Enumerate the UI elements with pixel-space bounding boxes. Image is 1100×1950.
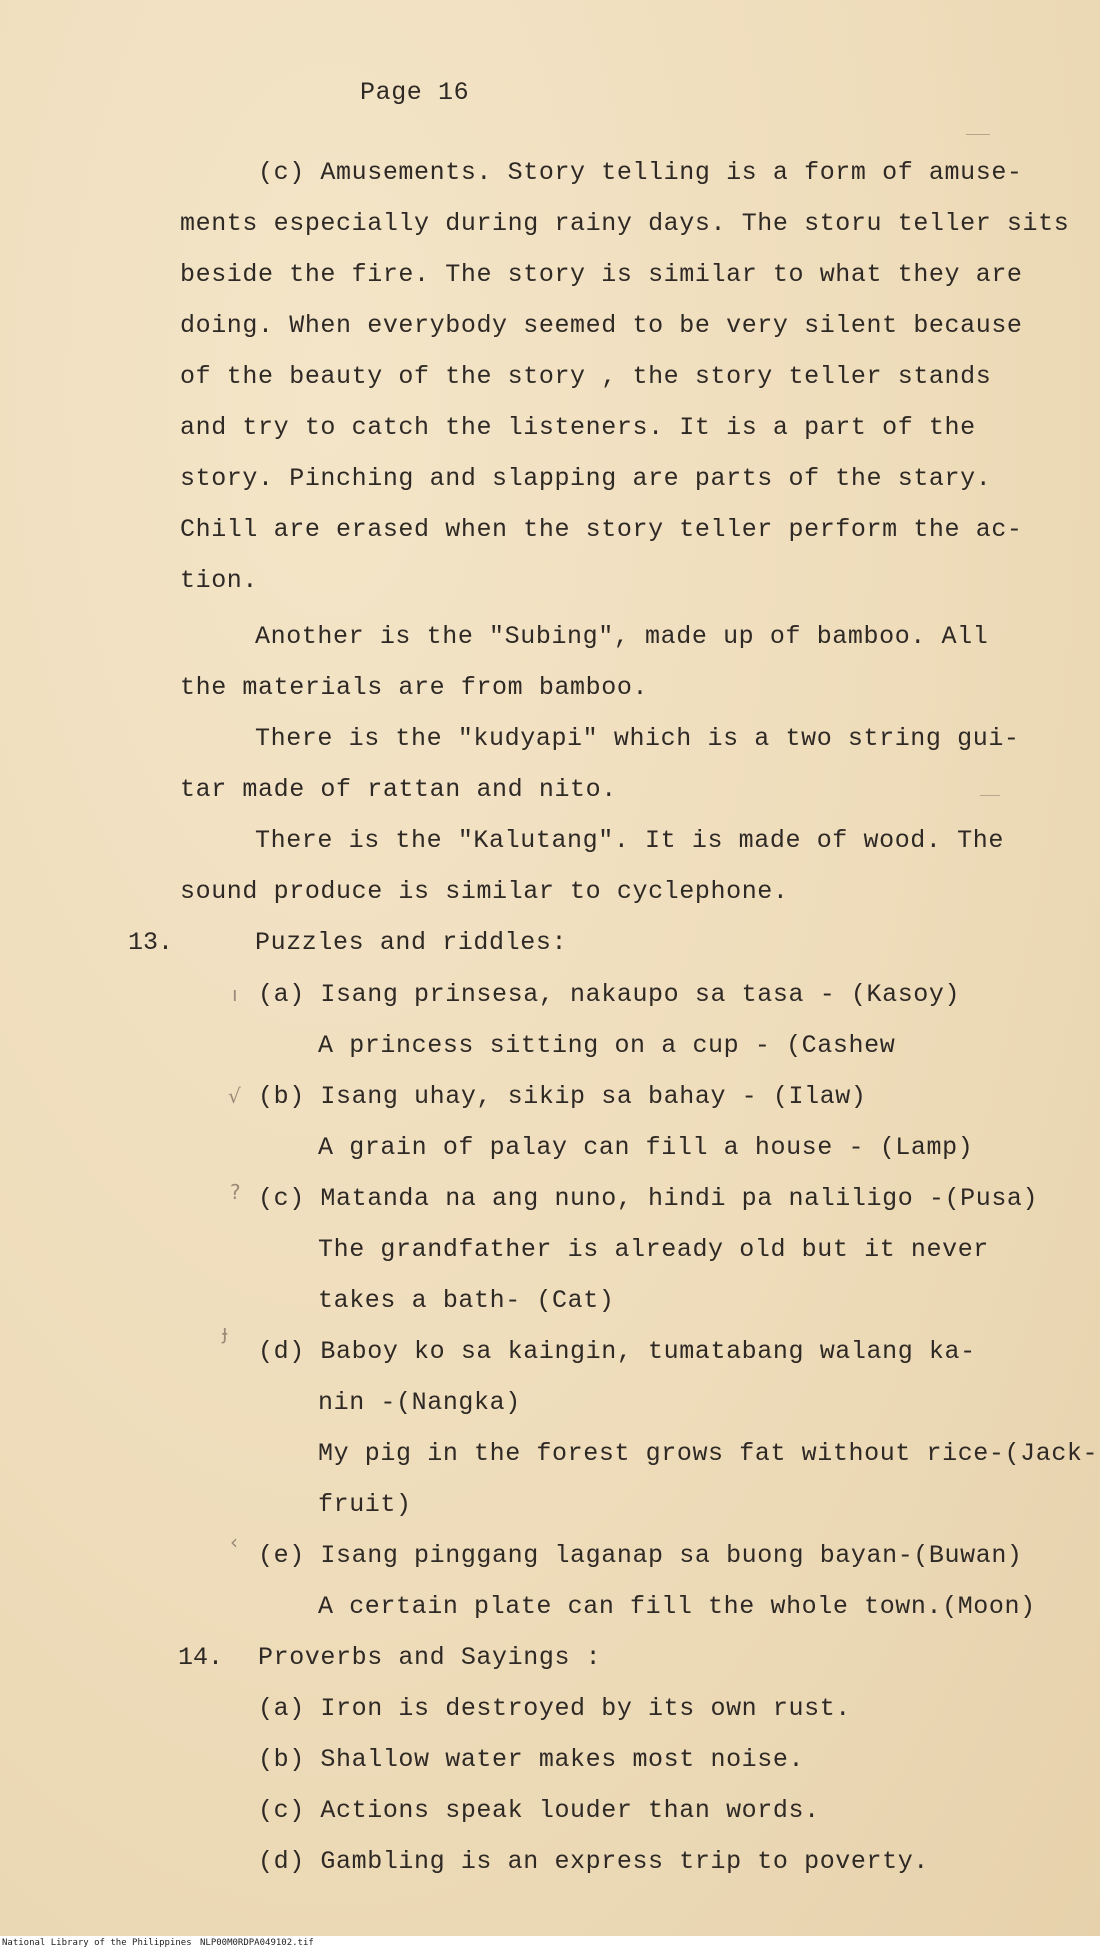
proverb-item: (a) Iron is destroyed by its own rust. (258, 1694, 851, 1723)
proverb-item: (c) Actions speak louder than words. (258, 1796, 820, 1825)
file-identifier: NLP00M0RDPA049102.tif (200, 1938, 314, 1948)
section-heading: Proverbs and Sayings : (258, 1643, 602, 1672)
riddle-line: (c) Matanda na ang nuno, hindi pa naliligo -(Pusa) (258, 1184, 1039, 1213)
text-line: tar made of rattan and nito. (180, 775, 617, 804)
text-line: (c) Amusements. Story telling is a form of amuse- (258, 158, 1023, 187)
riddle-line: (a) Isang prinsesa, nakaupo sa tasa - (Kasoy) (258, 980, 961, 1009)
section-number: 13. (128, 928, 174, 957)
pencil-dash-mark (966, 134, 990, 135)
page-number: Page 16 (360, 78, 470, 107)
pencil-dash-mark (980, 795, 1000, 796)
riddle-line: (b) Isang uhay, sikip sa bahay - (Ilaw) (258, 1082, 867, 1111)
riddle-translation: A grain of palay can fill a house - (Lamp) (318, 1133, 974, 1162)
text-line: story. Pinching and slapping are parts of the stary. (180, 464, 992, 493)
proverb-item: (d) Gambling is an express trip to poverty. (258, 1847, 929, 1876)
pencil-squiggle-mark: ɟ (222, 1320, 228, 1344)
scan-footer (0, 1936, 1100, 1950)
proverb-item: (b) Shallow water makes most noise. (258, 1745, 805, 1774)
text-line: Another is the "Subing", made up of bamboo. All (255, 622, 989, 651)
text-line: There is the "kudyapi" which is a two string gui- (255, 724, 1020, 753)
riddle-line: (d) Baboy ko sa kaingin, tumatabang walang ka- (258, 1337, 976, 1366)
pencil-tick-mark: ı (232, 982, 238, 1006)
text-line: doing. When everybody seemed to be very silent because (180, 311, 1023, 340)
text-line: tion. (180, 566, 259, 595)
text-line: beside the fire. The story is similar to what they are (180, 260, 1023, 289)
riddle-translation: A princess sitting on a cup - (Cashew (318, 1031, 896, 1060)
text-line: Chill are erased when the story teller perform the ac- (180, 515, 1023, 544)
pencil-check-mark: √ (228, 1084, 241, 1108)
riddle-translation: The grandfather is already old but it never (318, 1235, 989, 1264)
text-line: and try to catch the listeners. It is a part of the (180, 413, 976, 442)
text-line: of the beauty of the story , the story teller stands (180, 362, 992, 391)
text-line: the materials are from bamboo. (180, 673, 649, 702)
section-heading: Puzzles and riddles: (255, 928, 568, 957)
riddle-line: nin -(Nangka) (318, 1388, 521, 1417)
riddle-translation: fruit) (318, 1490, 412, 1519)
riddle-translation: My pig in the forest grows fat without rice-(Jack- (318, 1439, 1099, 1468)
text-line: ments especially during rainy days. The storu teller sits (180, 209, 1070, 238)
library-credit: National Library of the Philippines (2, 1938, 192, 1948)
riddle-line: (e) Isang pinggang laganap sa buong bayan-(Buwan) (258, 1541, 1023, 1570)
text-line: There is the "Kalutang". It is made of wood. The (255, 826, 1004, 855)
pencil-squiggle-mark: ‹ (230, 1530, 238, 1554)
text-line: sound produce is similar to cyclephone. (180, 877, 789, 906)
riddle-translation: takes a bath- (Cat) (318, 1286, 615, 1315)
section-number: 14. (178, 1643, 224, 1672)
pencil-squiggle-mark: ? (230, 1180, 241, 1204)
riddle-translation: A certain plate can fill the whole town.(Moon) (318, 1592, 1036, 1621)
